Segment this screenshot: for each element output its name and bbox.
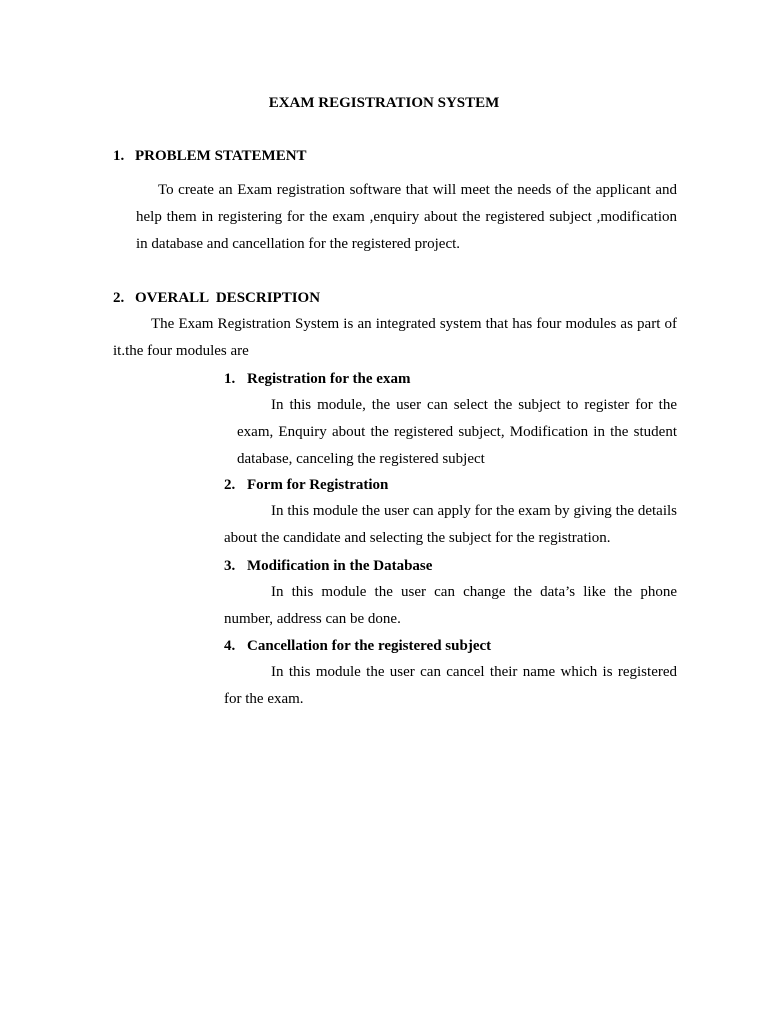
section-heading-problem-statement [113,146,307,166]
module-title: Form for Registration [247,477,389,493]
module-registration-description: In this module, the user can select the subject to register for the exam, Enquiry about the registered subject, Modification in the student database, canceling the registered subject [237,397,677,467]
problem-statement-paragraph: To create an Exam registration software that will meet the needs of the applicant and help them in registering for the exam ,enquiry about the registered subject ,modification in database and cancellation for the registered project. [136,182,677,252]
overall-description-paragraph: The Exam Registration System is an integrated system that has four modules as part of it.the four modules are [113,316,677,359]
module-number: 4. [224,638,236,654]
module-title: Modification in the Database [247,558,433,574]
module-cancellation-description: In this module the user can cancel their name which is registered for the exam. [224,664,677,707]
section-number: 1. [113,148,125,164]
module-title: Registration for the exam [247,371,411,387]
module-heading-registration [224,369,410,389]
document-title: EXAM REGISTRATION SYSTEM [268,95,500,111]
section-title: OVERALL DESCRIPTION [135,290,321,306]
module-heading-cancellation [224,636,491,656]
module-number: 3. [224,558,236,574]
section-title: PROBLEM STATEMENT [135,148,307,164]
module-heading-modification [224,556,432,576]
module-title: Cancellation for the registered subject [247,638,492,654]
module-number: 2. [224,477,236,493]
module-form-description: In this module the user can apply for the exam by giving the details about the candidate and selecting the subject for the registration. [224,503,677,546]
module-number: 1. [224,371,236,387]
module-modification-description: In this module the user can change the data’s like the phone number, address can be done. [224,584,677,627]
section-heading-overall-description [113,288,320,308]
module-heading-form [224,475,388,495]
section-number: 2. [113,290,125,306]
